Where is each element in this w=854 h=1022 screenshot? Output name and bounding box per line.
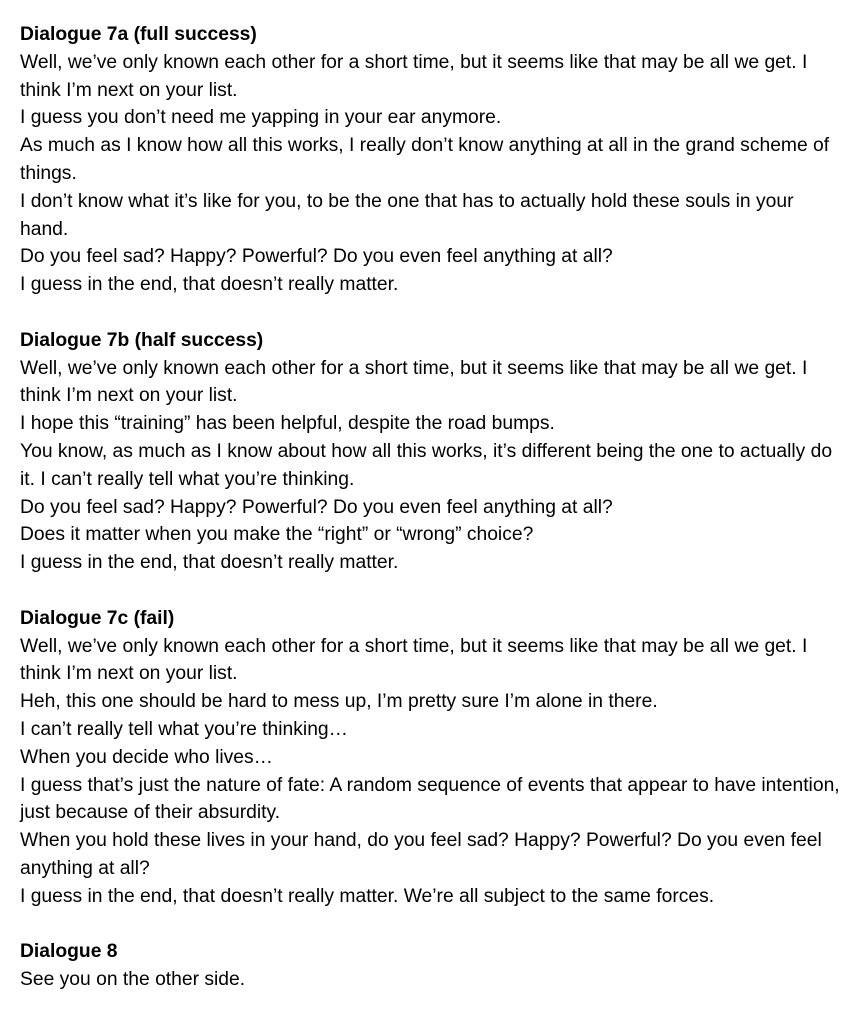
dialogue-line: When you hold these lives in your hand, do you feel sad? Happy? Powerful? Do you even feel anything at all?: [20, 830, 822, 879]
dialogue-line: Heh, this one should be hard to mess up, I’m pretty sure I’m alone in there.: [20, 691, 658, 713]
dialogue-line: I hope this “training” has been helpful, despite the road bumps.: [20, 413, 555, 435]
dialogue-line: I guess in the end, that doesn’t really matter.: [20, 552, 399, 574]
dialogue-line: I can’t really tell what you’re thinking…: [20, 718, 348, 740]
dialogue-line: You know, as much as I know about how all this works, it’s different being the one to actually do it. I can’t really tell what you’re thinking.: [20, 440, 833, 490]
document-body: [20, 21, 840, 994]
dialogue-line: Well, we’ve only known each other for a short time, but it seems like that may be all we get. I think I’m next on your list.: [20, 51, 808, 101]
section-heading: Dialogue 8: [20, 941, 118, 963]
dialogue-section-7a: [20, 21, 840, 299]
dialogue-line: I don’t know what it’s like for you, to be the one that has to actually hold these souls in your hand.: [20, 190, 794, 240]
section-heading: Dialogue 7b (half success): [20, 329, 264, 351]
dialogue-section-8: [20, 938, 840, 994]
dialogue-line: I guess that’s just the nature of fate: A random sequence of events that appear to have intention, just because of their absurdity.: [20, 774, 840, 824]
dialogue-line: As much as I know how all this works, I really don’t know anything at all in the grand scheme of things.: [20, 135, 830, 184]
dialogue-line: Does it matter when you make the “right” or “wrong” choice?: [20, 524, 534, 546]
dialogue-line: I guess you don’t need me yapping in your ear anymore.: [20, 107, 502, 129]
section-heading: Dialogue 7a (full success): [20, 24, 257, 45]
dialogue-line: Do you feel sad? Happy? Powerful? Do you even feel anything at all?: [20, 246, 613, 268]
dialogue-line: See you on the other side.: [20, 969, 246, 991]
dialogue-section-7c: [20, 605, 840, 911]
dialogue-line: Well, we’ve only known each other for a short time, but it seems like that may be all we get. I think I’m next on your list.: [20, 635, 808, 685]
section-heading: Dialogue 7c (fail): [20, 607, 175, 629]
dialogue-line: When you decide who lives…: [20, 746, 273, 768]
dialogue-line: Do you feel sad? Happy? Powerful? Do you even feel anything at all?: [20, 496, 613, 518]
dialogue-line: I guess in the end, that doesn’t really matter. We’re all subject to the same forces.: [20, 885, 715, 907]
dialogue-line: Well, we’ve only known each other for a short time, but it seems like that may be all we get. I think I’m next on your list.: [20, 357, 808, 407]
dialogue-section-7b: [20, 327, 840, 577]
dialogue-line: I guess in the end, that doesn’t really matter.: [20, 274, 399, 296]
